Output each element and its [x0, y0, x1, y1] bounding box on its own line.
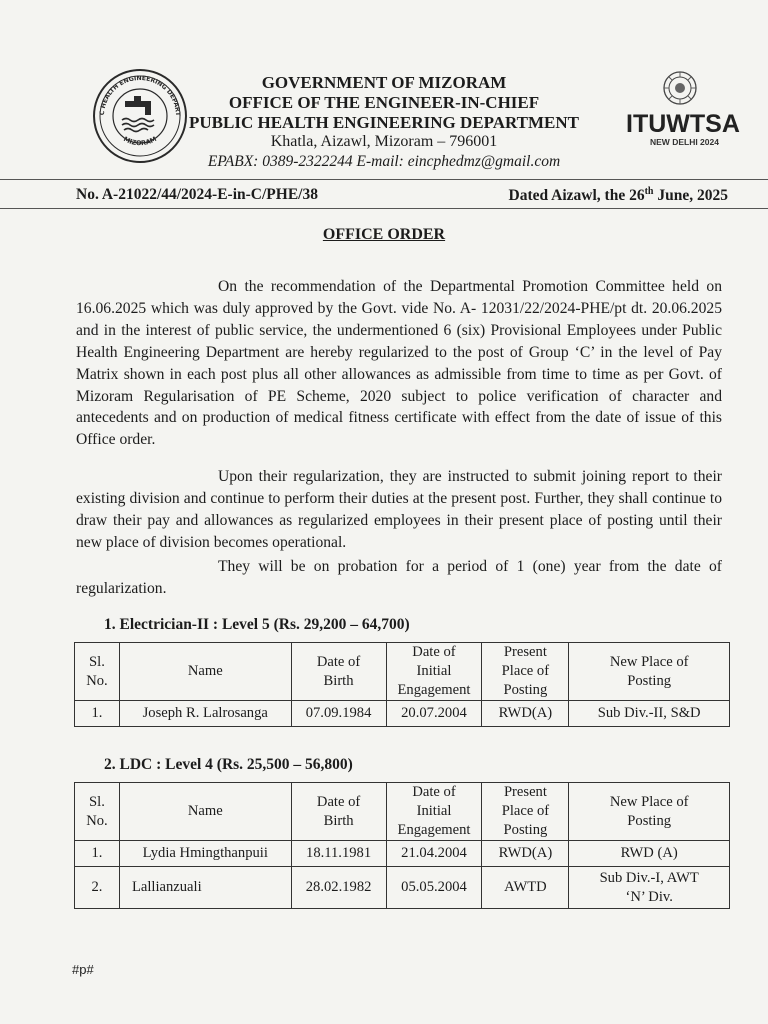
- cell-sl: 1.: [75, 701, 120, 727]
- col-new-place-header: New Place of Posting: [569, 643, 730, 701]
- ituwtsa-logo-subtitle: NEW DELHI 2024: [650, 137, 719, 147]
- order-date: [509, 186, 728, 205]
- table-row: [75, 867, 730, 909]
- cell-name: Joseph R. Lalrosanga: [119, 701, 291, 727]
- paragraph-1-text: On the recommendation of the Departmental Promotion Committee held on 16.06.2025 which was duly approved by the Govt. vide No. A- 12031/22/2024-PHE/pt dt. 20.06.2025 and in the interest of public service, the undermentioned 6 (six) Provisional Employees under Public Health Engineering Department are hereby regularized to the post of Group ‘C’ in the level of Pay Matrix shown in each post plus all other allowances as admissible from time to time as per Govt. of Mizoram Regularisation of PE Scheme, 2020 subject to police verification of character and antecedents and on production of medical fitness certificate with effect from the date of issue of this Office order.: [76, 278, 722, 449]
- cell-present: AWTD: [482, 867, 569, 909]
- cell-name: Lydia Hmingthanpuii: [119, 841, 291, 867]
- cell-dob: 18.11.1981: [291, 841, 386, 867]
- cell-present: RWD(A): [482, 701, 569, 727]
- table-header-row: [75, 643, 730, 701]
- cell-engagement: 21.04.2004: [386, 841, 482, 867]
- paragraph-2-text: Upon their regularization, they are instructed to submit joining report to their existing division and continue to perform their duties at the present post. Further, they shall continue to draw their pay and allowances as regularized employees in their present place of posting until their new place of division becomes operational.: [76, 468, 722, 551]
- document-title: OFFICE ORDER: [322, 226, 446, 243]
- header-government: GOVERNMENT OF MIZORAM: [261, 73, 507, 92]
- cell-present: RWD(A): [482, 841, 569, 867]
- cell-sl: 1.: [75, 841, 120, 867]
- cell-dob: 07.09.1984: [291, 701, 386, 727]
- cell-dob: 28.02.1982: [291, 867, 386, 909]
- order-date-suffix: June, 2025: [653, 187, 728, 205]
- col-name-header: Name: [119, 643, 291, 701]
- section-1-table: [74, 642, 730, 727]
- header-address: Khatla, Aizawl, Mizoram – 796001: [270, 133, 498, 150]
- table-row: [75, 841, 730, 867]
- table-header-row: [75, 783, 730, 841]
- col-present-header: Present Place of Posting: [482, 643, 569, 701]
- col-dob-header: Date of Birth: [291, 783, 386, 841]
- order-date-prefix: Dated Aizawl, the 26: [508, 187, 645, 205]
- cell-engagement: 05.05.2004: [386, 867, 482, 909]
- order-date-suffix-sup: th: [644, 186, 654, 197]
- table-row: [75, 701, 730, 727]
- section-2-heading: 2. LDC : Level 4 (Rs. 25,500 – 56,800): [104, 756, 353, 773]
- header-office: OFFICE OF THE ENGINEER-IN-CHIEF: [228, 93, 540, 112]
- header-contact: EPABX: 0389-2322244 E-mail: eincphedmz@gmail.com: [207, 153, 561, 170]
- cell-new-place: Sub Div.-II, S&D: [569, 701, 730, 727]
- cell-name: Lallianzuali: [119, 867, 291, 909]
- header-department: PUBLIC HEALTH ENGINEERING DEPARTMENT: [189, 113, 579, 132]
- reference-number: No. A-21022/44/2024-E-in-C/PHE/38: [76, 186, 318, 203]
- col-present-header: Present Place of Posting: [482, 783, 569, 841]
- paragraph-1: [76, 276, 722, 451]
- col-engagement-header: Date of Initial Engagement: [386, 783, 482, 841]
- section-1-heading: 1. Electrician-II : Level 5 (Rs. 29,200 – 64,700): [104, 616, 410, 633]
- col-name-header: Name: [119, 783, 291, 841]
- paragraph-3: [76, 556, 722, 600]
- ituwtsa-logo: [620, 70, 740, 150]
- paragraph-2: [76, 466, 722, 554]
- header-rule-top: [0, 179, 768, 180]
- svg-text:PUBLIC HEALTH ENGINEERING DEPA: C HEALTH ENGINEERING DEPART: [98, 74, 182, 117]
- ituwtsa-logo-name: ITUWTSA: [626, 110, 740, 138]
- section-2-table: [74, 782, 730, 909]
- header-rule-bottom: [0, 208, 768, 209]
- col-sl-header: Sl. No.: [75, 783, 120, 841]
- col-new-place-header: New Place of Posting: [569, 783, 730, 841]
- cell-new-place: RWD (A): [569, 841, 730, 867]
- col-engagement-header: Date of Initial Engagement: [386, 643, 482, 701]
- paragraph-3-text: They will be on probation for a period of 1 (one) year from the date of regularization.: [76, 558, 722, 597]
- cell-new-place: Sub Div.-I, AWT ‘N’ Div.: [569, 867, 730, 909]
- footer-mark: #p#: [72, 962, 94, 977]
- cell-sl: 2.: [75, 867, 120, 909]
- col-dob-header: Date of Birth: [291, 643, 386, 701]
- col-sl-header: Sl. No.: [75, 643, 120, 701]
- svg-text:MIZORAM: MIZORAM: [122, 134, 158, 148]
- cell-engagement: 20.07.2004: [386, 701, 482, 727]
